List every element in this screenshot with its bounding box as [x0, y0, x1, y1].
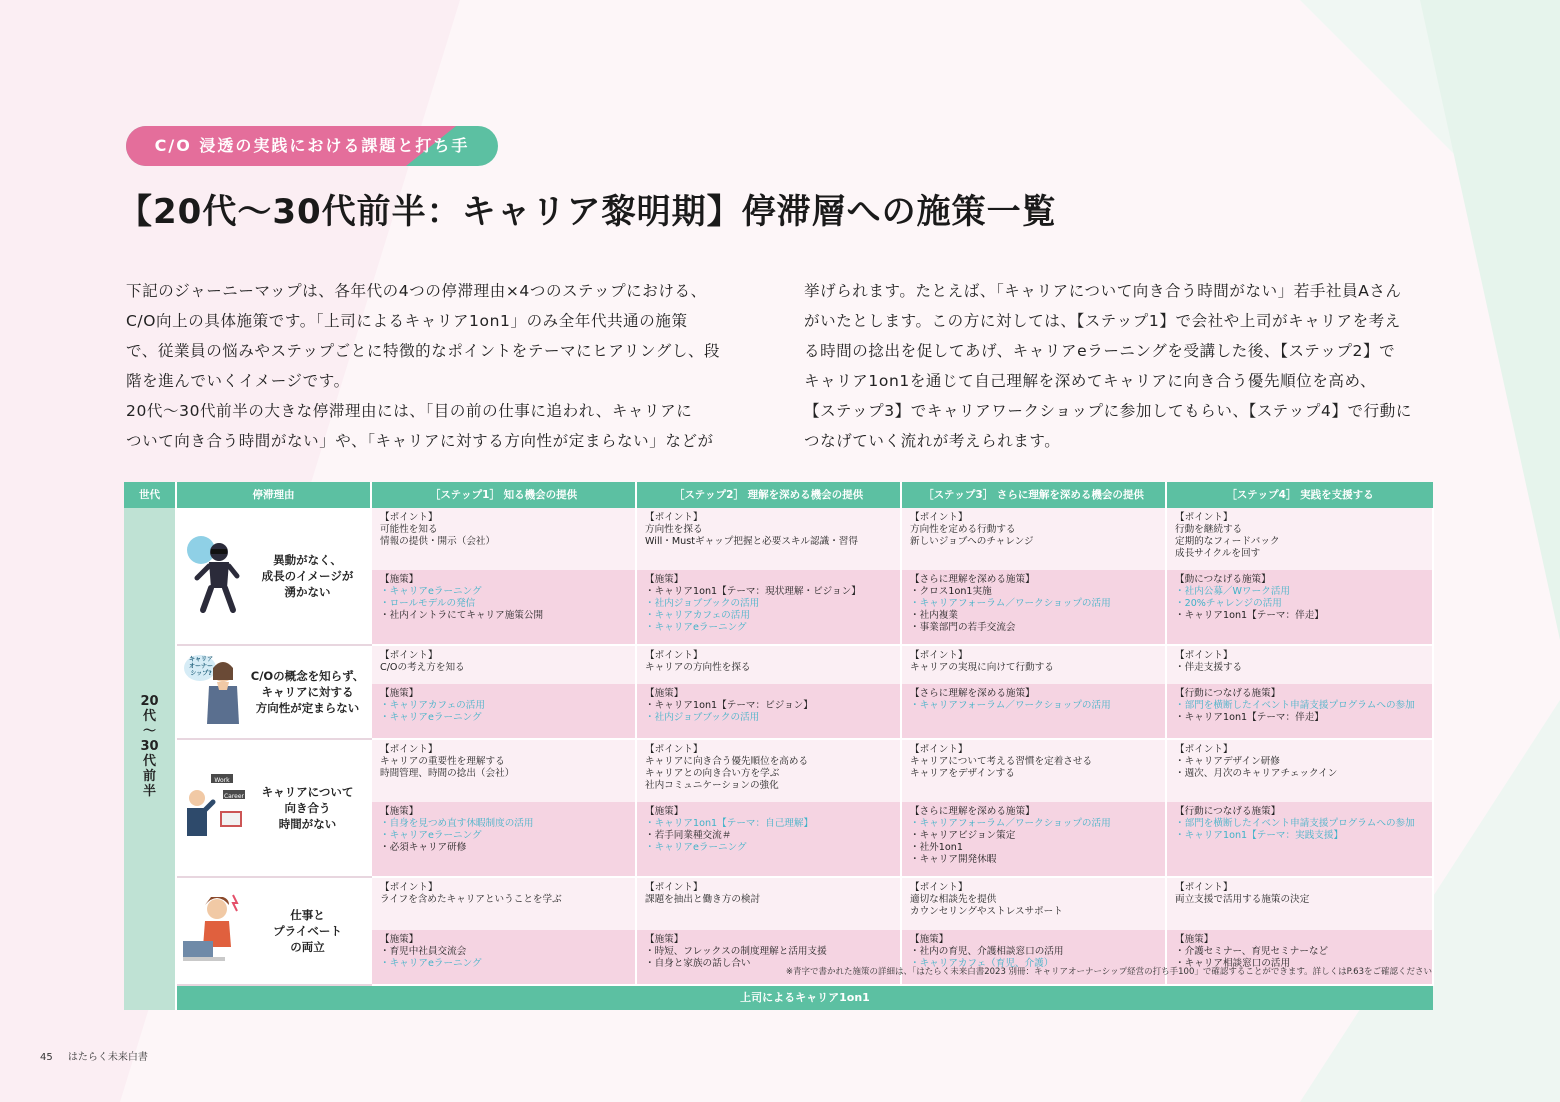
journey-row-points [124, 739, 1433, 802]
intro-text-left [126, 276, 776, 456]
step-point-cell [636, 877, 901, 930]
reason-line: プライベート [273, 924, 342, 938]
boss-1on1-bar: 上司によるキャリア1on1 [176, 985, 1433, 1010]
boss-1on1-row [124, 985, 1433, 1010]
step-point-cell [636, 739, 901, 802]
measure-line: ・社外1on1 [910, 842, 963, 853]
measure-line: 【施策】 [645, 934, 684, 945]
measure-link[interactable]: ・部門を横断したイベント申請支援プログラムへの参加 [1175, 700, 1415, 711]
measure-line: ・時短、フレックスの制度理解と活用支援 [645, 946, 827, 957]
column-header: 停滞理由 [176, 482, 371, 508]
reason-line: キャリアに対する [261, 685, 354, 699]
step-point-cell [1166, 877, 1433, 930]
journey-row-points [124, 877, 1433, 930]
generation-label-tail [124, 985, 176, 1010]
step-point-cell [901, 645, 1166, 684]
measure-link[interactable]: ・キャリアeラーニング [380, 586, 482, 597]
point-line: 社内コミュニケーションの強化 [645, 780, 779, 791]
measure-link[interactable]: ・キャリアフォーラム／ワークショップの活用 [910, 700, 1111, 711]
step-point-cell [901, 508, 1166, 570]
measure-line: 【施策】 [1175, 934, 1214, 945]
measure-line: 【施策】 [380, 574, 419, 585]
generation-char: 代 [142, 709, 156, 724]
intro-line: 階を進んでいくイメージです。 [126, 372, 350, 390]
intro-line: ついて向き合う時間がない」や、「キャリアに対する方向性が定まらない」などが [126, 432, 714, 450]
intro-line: 下記のジャーニーマップは、各年代の4つの停滞理由×4つのステップにおける、 [126, 282, 707, 300]
measure-link[interactable]: ・20%チャレンジの活用 [1175, 598, 1282, 609]
measure-line: 【さらに理解を深める施策】 [910, 688, 1035, 699]
bubble-text: オーナー [188, 663, 213, 670]
generation-char: 30 [140, 739, 159, 754]
measure-line: 【施策】 [645, 806, 684, 817]
speech-bubble [185, 656, 217, 677]
reason-line: 仕事と [290, 908, 325, 922]
measure-line: 【施策】 [380, 688, 419, 699]
point-line: キャリアについて考える習慣を定着させる [910, 756, 1093, 767]
stagnation-reason [249, 907, 366, 955]
point-line: 方向性を探る [645, 524, 703, 535]
sign-label: Career [223, 793, 245, 800]
step-measure-cell [371, 570, 636, 645]
section-tag-label: C/O 浸透の実践における課題と打ち手 [154, 136, 470, 155]
step-measure-cell [636, 802, 901, 877]
stagnation-reason-cell [176, 877, 371, 985]
journey-row-points [124, 508, 1433, 570]
generation-label [124, 508, 176, 985]
measure-line: 【施策】 [645, 688, 684, 699]
journey-map-table [124, 482, 1434, 1010]
measure-link[interactable]: ・キャリアカフェ（育児、介護） [910, 958, 1054, 969]
step-measure-cell [371, 930, 636, 985]
stagnation-reason-cell [176, 645, 371, 739]
intro-text-right [804, 276, 1454, 456]
point-line: 課題を抽出と働き方の検討 [645, 894, 761, 905]
page-title: 【20代〜30代前半：キャリア黎明期】停滞層への施策一覧 [118, 192, 1057, 232]
step-measure-cell [901, 570, 1166, 645]
generation-char: 20 [140, 694, 159, 709]
generation-char: 代 [142, 754, 156, 769]
measure-line: ・キャリア開発休暇 [910, 854, 997, 865]
step-point-cell [371, 739, 636, 802]
column-header: ［ステップ1］ 知る機会の提供 [371, 482, 636, 508]
measure-line: ・事業部門の若手交流会 [910, 622, 1016, 633]
point-line: 【ポイント】 [910, 512, 968, 523]
footnote: ※青字で書かれた施策の詳細は、「はたらく未来白書2023 別冊：キャリアオーナーシップ経営の打ち手100」で確認することができます。詳しくはP.63をご確認ください [785, 967, 1432, 977]
measure-line: 【施策】 [645, 574, 684, 585]
point-line: 行動を継続する [1175, 524, 1243, 535]
point-line: キャリアに向き合う優先順位を高める [645, 756, 809, 767]
stagnation-reason [249, 668, 366, 716]
measure-line: ・キャリア1on1【テーマ：現状理解・ビジョン】 [645, 586, 861, 597]
point-line: 時間管理、時間の捻出（会社） [380, 768, 515, 779]
step-point-cell [1166, 645, 1433, 684]
intro-line: C/O向上の具体施策です。「上司によるキャリア1on1」のみ全年代共通の施策 [126, 312, 688, 330]
step-point-cell [371, 877, 636, 930]
point-line: 【ポイント】 [380, 650, 438, 661]
measure-line: ・キャリアビジョン策定 [910, 830, 1016, 841]
point-line: ・キャリアデザイン研修 [1175, 756, 1280, 767]
thinking-person-icon [183, 650, 245, 734]
reason-line: 成長のイメージが [261, 569, 354, 583]
measure-line: 【動につなげる施策】 [1175, 574, 1271, 585]
sign-label: Work [214, 777, 230, 784]
point-line: 適切な相談先を提供 [910, 894, 997, 905]
reason-line: 異動がなく、 [273, 553, 342, 567]
column-header: ［ステップ2］ 理解を深める機会の提供 [636, 482, 901, 508]
journey-row-points [124, 645, 1433, 684]
measure-link[interactable]: ・キャリアeラーニング [380, 958, 482, 969]
point-line: 【ポイント】 [380, 744, 438, 755]
stagnation-reason [249, 552, 366, 600]
stressed-person-icon [183, 889, 245, 973]
intro-line: で、従業員の悩みやステップごとに特徴的なポイントをテーマにヒアリングし、段 [126, 342, 721, 360]
point-line: キャリアをデザインする [910, 768, 1015, 779]
point-line: 【ポイント】 [645, 882, 703, 893]
point-line: ・伴走支援する [1175, 662, 1243, 673]
column-header: ［ステップ4］ 実践を支援する [1166, 482, 1433, 508]
publication-name: はたらく未来白書 [67, 1052, 148, 1063]
measure-line: ・社内複業 [910, 610, 958, 621]
measure-line: 【施策】 [380, 934, 419, 945]
measure-line: ・社内の育児、介護相談窓口の活用 [910, 946, 1064, 957]
measure-line: ・キャリア1on1【テーマ：伴走】 [1175, 712, 1324, 723]
measure-line: 【施策】 [380, 806, 419, 817]
step-measure-cell [371, 802, 636, 877]
generation-char: 〜 [142, 724, 156, 739]
measure-link[interactable]: ・社内ジョブブックの活用 [645, 598, 760, 609]
measure-link[interactable]: ・社内ジョブブックの活用 [645, 712, 760, 723]
step-point-cell [636, 645, 901, 684]
reason-line: 方向性が定まらない [255, 701, 360, 715]
intro-line: 挙げられます。たとえば、「キャリアについて向き合う時間がない」若手社員Aさん [804, 282, 1402, 300]
reason-line: キャリアについて [261, 785, 354, 799]
measure-line: ・若手同業種交流＃ [645, 830, 732, 841]
point-line: キャリアの方向性を探る [645, 662, 751, 673]
measure-link[interactable]: ・キャリアカフェの活用 [380, 700, 485, 711]
person-icon [183, 534, 245, 618]
bubble-text: キャリア [188, 656, 213, 663]
measure-line: 【さらに理解を深める施策】 [910, 806, 1035, 817]
measure-link[interactable]: ・ロールモデルの発信 [380, 598, 476, 609]
measure-link[interactable]: ・社内公募／Wワーク活用 [1175, 586, 1291, 597]
reason-line: C/Oの概念を知らず、 [250, 669, 365, 683]
intro-line: がいたとします。この方に対しては、【ステップ1】で会社や上司がキャリアを考え [804, 312, 1401, 330]
page-number: 45 [40, 1052, 53, 1063]
step-measure-cell [636, 570, 901, 645]
intro-line: 【ステップ3】でキャリアワークショップに参加してもらい、【ステップ4】で行動に [804, 402, 1412, 420]
reason-line: 向き合う [284, 801, 331, 815]
bubble-text: シップ? [190, 670, 212, 677]
step-measure-cell [1166, 684, 1433, 739]
point-line: ・週次、月次のキャリアチェックイン [1175, 768, 1338, 779]
point-line: 方向性を定める行動する [910, 524, 1016, 535]
point-line: 【ポイント】 [645, 512, 703, 523]
section-tag [126, 126, 498, 166]
stagnation-reason [249, 784, 366, 832]
point-line: 【ポイント】 [910, 650, 968, 661]
intro-line: る時間の捻出を促してあげ、キャリアeラーニングを受講した後、【ステップ2】で [804, 342, 1396, 360]
measure-line: ・キャリア相談窓口の活用 [1175, 958, 1291, 969]
point-line: 【ポイント】 [1175, 744, 1233, 755]
point-line: 【ポイント】 [1175, 512, 1233, 523]
step-measure-cell [636, 684, 901, 739]
point-line: 定期的なフィードバック [1175, 536, 1280, 547]
measure-link[interactable]: ・キャリア1on1【テーマ：自己理解】 [645, 818, 814, 829]
point-line: カウンセリングやストレスサポート [910, 906, 1063, 917]
generation-char: 前 [142, 769, 156, 784]
measure-line: ・介護セミナー、育児セミナーなど [1175, 946, 1329, 957]
measure-line: ・社内イントラにてキャリア施策公開 [380, 610, 544, 621]
reason-line: 湧かない [284, 585, 331, 599]
measure-link[interactable]: ・キャリアフォーラム／ワークショップの活用 [910, 598, 1111, 609]
step-point-cell [636, 508, 901, 570]
intro-line: キャリア1on1を通じて自己理解を深めてキャリアに向き合う優先順位を高め、 [804, 372, 1377, 390]
step-measure-cell [1166, 802, 1433, 877]
measure-line: ・育児中社員交流会 [380, 946, 467, 957]
step-point-cell [371, 508, 636, 570]
intro-line: 20代〜30代前半の大きな停滞理由には、「目の前の仕事に追われ、キャリアに [126, 402, 693, 420]
point-line: 【ポイント】 [380, 512, 438, 523]
point-line: 【ポイント】 [380, 882, 438, 893]
measure-line: ・自身と家族の話し合い [645, 958, 751, 969]
column-header: ［ステップ3］ さらに理解を深める機会の提供 [901, 482, 1166, 508]
measure-link[interactable]: ・部門を横断したイベント申請支援プログラムへの参加 [1175, 818, 1415, 829]
measure-line: ・キャリア1on1【テーマ：ビジョン】 [645, 700, 813, 711]
point-line: C/Oの考え方を知る [380, 662, 465, 673]
stagnation-reason-cell [176, 508, 371, 645]
measure-line: 【さらに理解を深める施策】 [910, 574, 1035, 585]
point-line: ライフを含めたキャリアということを学ぶ [380, 894, 562, 905]
reason-line: の両立 [290, 940, 325, 954]
measure-line: 【行動につなげる施策】 [1175, 688, 1281, 699]
point-line: Will・Mustギャップ把握と必要スキル認識・習得 [645, 536, 858, 547]
point-line: 情報の提供・開示（会社） [380, 536, 496, 547]
step-measure-cell [901, 684, 1166, 739]
point-line: キャリアの実現に向けて行動する [910, 662, 1054, 673]
measure-line: ・キャリア1on1【テーマ：伴走】 [1175, 610, 1324, 621]
measure-link[interactable]: ・自身を見つめ直す休暇制度の活用 [380, 818, 534, 829]
step-point-cell [901, 877, 1166, 930]
step-point-cell [371, 645, 636, 684]
step-measure-cell [1166, 570, 1433, 645]
point-line: 【ポイント】 [910, 882, 968, 893]
step-point-cell [1166, 739, 1433, 802]
measure-link[interactable]: ・キャリアeラーニング [645, 622, 747, 633]
measure-line: ・クロス1on1実施 [910, 586, 992, 597]
measure-link[interactable]: ・キャリアフォーラム／ワークショップの活用 [910, 818, 1111, 829]
point-line: 【ポイント】 [1175, 650, 1233, 661]
point-line: キャリアの重要性を理解する [380, 756, 505, 767]
measure-line: 【行動につなげる施策】 [1175, 806, 1281, 817]
point-line: 新しいジョブへのチャレンジ [910, 536, 1034, 547]
measure-link[interactable]: ・キャリアeラーニング [380, 830, 482, 841]
measure-line: 【施策】 [910, 934, 949, 945]
measure-link[interactable]: ・キャリア1on1【テーマ：実践支援】 [1175, 830, 1344, 841]
step-measure-cell [901, 802, 1166, 877]
point-line: 可能性を知る [380, 524, 438, 535]
measure-line: ・必須キャリア研修 [380, 842, 467, 853]
measure-link[interactable]: ・キャリアeラーニング [380, 712, 482, 723]
intro-line: つなげていく流れが考えられます。 [804, 432, 1061, 450]
step-point-cell [1166, 508, 1433, 570]
point-line: 【ポイント】 [645, 650, 703, 661]
point-line: 【ポイント】 [910, 744, 968, 755]
measure-link[interactable]: ・キャリアeラーニング [645, 842, 747, 853]
point-line: 成長サイクルを回す [1175, 548, 1261, 559]
stagnation-reason-cell [176, 739, 371, 877]
step-point-cell [901, 739, 1166, 802]
reason-line: 時間がない [278, 817, 337, 831]
step-measure-cell [371, 684, 636, 739]
point-line: 両立支援で活用する施策の決定 [1175, 894, 1310, 905]
point-line: 【ポイント】 [1175, 882, 1233, 893]
generation-char: 半 [142, 784, 156, 799]
page-footer [40, 1048, 160, 1063]
column-header: 世代 [124, 482, 176, 508]
point-line: キャリアとの向き合い方を学ぶ [645, 768, 780, 779]
table-header-row [124, 482, 1433, 508]
point-line: 【ポイント】 [645, 744, 703, 755]
busy-person-icon [183, 766, 245, 850]
measure-link[interactable]: ・キャリアカフェの活用 [645, 610, 750, 621]
